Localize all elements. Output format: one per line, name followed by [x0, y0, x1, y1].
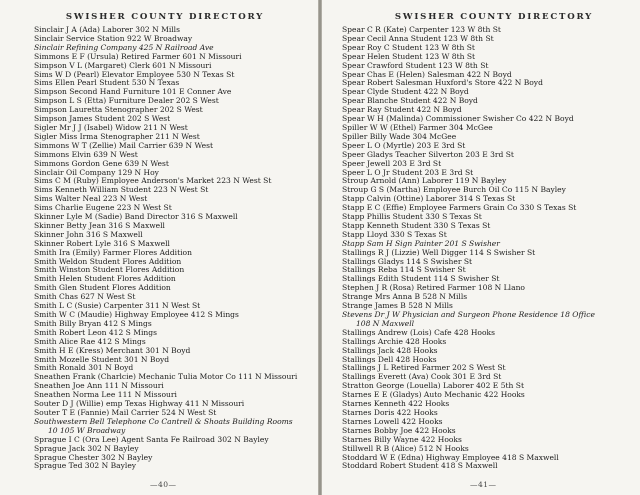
directory-entry — [34, 213, 314, 222]
directory-entry — [342, 249, 632, 258]
directory-entry — [342, 88, 632, 97]
directory-entry — [34, 275, 314, 284]
directory-entry — [34, 62, 314, 71]
directory-entry — [342, 454, 632, 463]
entry-text: Sims Kenneth William Student 223 N West St — [34, 186, 209, 195]
entry-text: Souter T E (Fannie) Mail Carrier 524 N West St — [34, 408, 217, 417]
entry-text: Spear Helen Student 123 W 8th St — [342, 52, 476, 61]
entry-text: Southwestern Bell Telephone Co Cantrell & Shoats Building Rooms — [34, 417, 293, 426]
directory-entry — [342, 177, 632, 186]
entry-text: Spear Roy C Student 123 W 8th St — [342, 43, 475, 52]
entry-text: Sprague Chester 302 N Bayley — [34, 453, 153, 462]
directory-entry — [34, 79, 314, 88]
directory-entry — [342, 44, 632, 53]
directory-entry — [342, 62, 632, 71]
directory-entry — [34, 124, 314, 133]
entry-text: Smith Robert Leon 412 S Mings — [34, 328, 157, 337]
directory-entry — [342, 382, 632, 391]
page-number: —40— — [150, 480, 177, 489]
entry-text: Starnes E E (Gladys) Auto Mechanic 422 Hooks — [342, 391, 525, 400]
entry-text: Stillwell R B (Alice) 512 N Hooks — [342, 444, 469, 453]
entry-text: Spear Chas E (Helen) Salesman 422 N Boyd — [342, 70, 512, 79]
entry-text: Stoddard W E (Edna) Highway Employee 418 S Maxwell — [342, 453, 559, 462]
entry-text: Stephen J R (Rosa) Retired Farmer 108 N Llano — [342, 284, 525, 293]
entry-text: Sinclair Oil Company 129 N Hoy — [34, 168, 159, 177]
entry-text: Sinclair Refining Company 425 N Railroad Ave — [34, 43, 214, 52]
entry-text: Speer Jewell 203 E 3rd St — [342, 159, 442, 168]
entry-text: Smith Helen Student Flores Addition — [34, 275, 176, 284]
entry-text: Spiller W W (Ethel) Farmer 304 McGee — [342, 123, 493, 132]
directory-entry — [34, 409, 314, 418]
entry-text: Smith Glen Student Flores Addition — [34, 284, 171, 293]
entry-text: Simpson L S (Etta) Furniture Dealer 202 S West — [34, 97, 219, 106]
directory-entry — [34, 293, 314, 302]
entry-text: 108 N Maxwell — [356, 319, 415, 328]
directory-entry — [342, 106, 632, 115]
entry-text: Smith Winston Student Flores Addition — [34, 266, 185, 275]
directory-entry — [342, 231, 632, 240]
directory-entry — [342, 240, 632, 249]
entry-text: Starnes Kenneth 422 Hooks — [342, 400, 450, 409]
directory-entry — [342, 204, 632, 213]
entry-text: Speer L O Jr Student 203 E 3rd St — [342, 168, 474, 177]
entry-text: Sprague Ted 302 N Bayley — [34, 462, 137, 471]
entry-text: 10 105 W Broadway — [48, 426, 126, 435]
entry-text: Stallings Edith Student 114 S Swisher St — [342, 275, 500, 284]
directory-entry — [34, 462, 314, 471]
directory-entry — [34, 436, 314, 445]
entry-text: Sims Walter Neal 223 N West — [34, 195, 148, 204]
directory-entry — [342, 445, 632, 454]
directory-entry — [342, 258, 632, 267]
entry-text: Smith L C (Susie) Carpenter 311 N West St — [34, 302, 201, 311]
directory-entry — [34, 142, 314, 151]
directory-entry — [342, 71, 632, 80]
directory-entry — [34, 88, 314, 97]
entry-text: Simmons W T (Zellie) Mail Carrier 639 N West — [34, 141, 214, 150]
directory-entry — [34, 454, 314, 463]
entry-list — [342, 26, 632, 471]
directory-entry — [34, 169, 314, 178]
directory-entry — [342, 160, 632, 169]
entry-text: Sims C M (Ruby) Employee Anderson's Market 223 N West St — [34, 177, 272, 186]
directory-entry — [342, 169, 632, 178]
entry-text: Strange Mrs Anna B 528 N Mills — [342, 293, 468, 302]
directory-entry — [342, 151, 632, 160]
directory-entry — [342, 133, 632, 142]
entry-text: Spiller Billy Wade 304 McGee — [342, 132, 457, 141]
entry-text: Sneathen Norma Lee 111 N Missouri — [34, 391, 177, 400]
directory-entry — [34, 231, 314, 240]
entry-text: Simmons Gordon Gene 639 N West — [34, 159, 169, 168]
entry-text: Stevens Dr J W Physician and Surgeon Phone Residence 18 Office — [342, 311, 595, 319]
entry-text: Spear C R (Kate) Carpenter 123 W 8th St — [342, 26, 501, 34]
entry-text: Stroup G S (Martha) Employee Burch Oil Co 115 N Bayley — [342, 186, 566, 195]
entry-text: Spear Crawford Student 123 W 8th St — [342, 61, 489, 70]
entry-text: Sigler Miss Irma Stenographer 211 N West — [34, 132, 200, 141]
entry-text: Simmons Elvin 639 N West — [34, 150, 138, 159]
directory-entry — [34, 97, 314, 106]
entry-text: Smith Ira (Emily) Farmer Flores Addition — [34, 248, 192, 257]
directory-entry — [34, 382, 314, 391]
directory-entry — [34, 338, 314, 347]
entry-text: Spear Clyde Student 422 N Boyd — [342, 88, 469, 97]
directory-entry — [34, 347, 314, 356]
directory-entry — [342, 142, 632, 151]
entry-text: Simpson Second Hand Furniture 101 E Conner Ave — [34, 88, 232, 97]
directory-entry — [342, 347, 632, 356]
entry-text: Simpson V L (Margaret) Clerk 601 N Missouri — [34, 61, 212, 70]
entry-text: Sims Charlie Eugene 223 N West St — [34, 204, 172, 213]
entry-text: Sneathen Joe Ann 111 N Missouri — [34, 382, 164, 391]
entry-text: Stroup Arnold (Ann) Laborer 119 N Bayley — [342, 177, 507, 186]
directory-entry — [342, 427, 632, 436]
directory-entry — [34, 427, 314, 436]
directory-entry — [342, 115, 632, 124]
directory-entry — [342, 275, 632, 284]
entry-text: Smith Weldon Student Flores Addition — [34, 257, 182, 266]
entry-text: Simpson Lauretta Stenographer 202 S West — [34, 106, 203, 115]
entry-text: Smith Chas 627 N West St — [34, 293, 136, 302]
directory-entry — [342, 97, 632, 106]
entry-text: Simmons E F (Ursula) Retired Farmer 601 N Missouri — [34, 52, 242, 61]
entry-text: Skinner Lyle M (Sadie) Band Director 316 S Maxwell — [34, 213, 238, 222]
entry-text: Stratton George (Louella) Laborer 402 E 5th St — [342, 382, 524, 391]
entry-text: Souter D J (Willie) emp Texas Highway 411 N Missouri — [34, 400, 245, 409]
entry-list — [34, 26, 314, 471]
directory-entry — [342, 373, 632, 382]
entry-text: Sinclair J A (Ada) Laborer 302 N Mills — [34, 26, 180, 34]
entry-text: Sneathen Frank (Charlcie) Mechanic Tulia Motor Co 111 N Missouri — [34, 373, 298, 382]
directory-entry — [34, 53, 314, 62]
entry-text: Skinner John 316 S Maxwell — [34, 230, 143, 239]
directory-entry — [342, 311, 632, 320]
entry-text: Spear Blanche Student 422 N Boyd — [342, 97, 478, 106]
entry-text: Stapp E C (Effie) Employee Farmers Grain Co 330 S Texas St — [342, 204, 577, 213]
directory-entry — [34, 311, 314, 320]
directory-entry — [342, 409, 632, 418]
entry-text: Starnes Doris 422 Hooks — [342, 408, 438, 417]
entry-text: Stallings Everett (Ava) Cook 301 E 3rd St — [342, 373, 502, 382]
directory-entry — [34, 418, 314, 427]
entry-text: Smith Billy Bryan 412 S Mings — [34, 319, 152, 328]
directory-entry — [342, 302, 632, 311]
directory-entry — [342, 293, 632, 302]
directory-entry — [342, 213, 632, 222]
directory-entry — [34, 284, 314, 293]
directory-entry — [34, 160, 314, 169]
directory-entry — [34, 445, 314, 454]
entry-text: Stapp Kenneth Student 330 S Texas St — [342, 221, 491, 230]
directory-entry — [342, 436, 632, 445]
directory-entry — [34, 35, 314, 44]
directory-entry — [342, 35, 632, 44]
directory-entry — [34, 186, 314, 195]
entry-text: Spear W H (Malinda) Commissioner Swisher Co 422 N Boyd — [342, 115, 574, 124]
entry-text: Simpson James Student 202 S West — [34, 115, 171, 124]
entry-text: Sprague Jack 302 N Bayley — [34, 444, 139, 453]
entry-text: Spear Ray Student 422 N Boyd — [342, 106, 462, 115]
page-header: SWISHER COUNTY DIRECTORY — [65, 12, 265, 22]
entry-text: Stapp Sam H Sign Painter 201 S Swisher — [342, 239, 500, 248]
directory-entry — [342, 124, 632, 133]
directory-entry — [342, 364, 632, 373]
entry-text: Stallings Reba 114 S Swisher St — [342, 266, 466, 275]
directory-entry — [34, 195, 314, 204]
directory-entry — [342, 284, 632, 293]
directory-entry — [34, 320, 314, 329]
directory-entry — [34, 151, 314, 160]
directory-entry — [342, 186, 632, 195]
entry-text: Speer L O (Myrtle) 203 E 3rd St — [342, 141, 466, 150]
directory-entry — [34, 364, 314, 373]
directory-entry — [342, 338, 632, 347]
entry-text: Skinner Robert Lyle 316 S Maxwell — [34, 239, 170, 248]
directory-entry — [342, 320, 632, 329]
entry-text: Sims W D (Pearl) Elevator Employee 530 N Texas St — [34, 70, 235, 79]
directory-entry — [34, 249, 314, 258]
directory-entry — [342, 222, 632, 231]
directory-entry — [34, 266, 314, 275]
directory-entry — [342, 329, 632, 338]
entry-text: Smith Alice Rae 412 S Mings — [34, 337, 146, 346]
entry-text: Stapp Lloyd 330 S Texas St — [342, 230, 447, 239]
entry-text: Sinclair Service Station 922 W Broadway — [34, 34, 193, 43]
directory-entry — [34, 222, 314, 231]
entry-text: Starnes Billy Wayne 422 Hooks — [342, 435, 462, 444]
entry-text: Stallings R J (Lizzie) Well Digger 114 S Swisher St — [342, 248, 536, 257]
entry-text: Speer Gladys Teacher Silverton 203 E 3rd St — [342, 150, 514, 159]
directory-entry — [342, 53, 632, 62]
directory-entry — [34, 115, 314, 124]
directory-entry — [34, 356, 314, 365]
right-page — [320, 0, 640, 495]
entry-text: Sims Ellen Pearl Student 530 N Texas — [34, 79, 180, 88]
entry-text: Smith H E (Kress) Merchant 301 N Boyd — [34, 346, 191, 355]
entry-text: Sprague I C (Ora Lee) Agent Santa Fe Railroad 302 N Bayley — [34, 435, 269, 444]
entry-text: Stallings Andrew (Lois) Cafe 428 Hooks — [342, 328, 495, 337]
directory-entry — [34, 391, 314, 400]
entry-text: Stapp Phillis Student 330 S Texas St — [342, 213, 482, 222]
directory-entry — [34, 204, 314, 213]
entry-text: Smith Mozelle Student 301 N Boyd — [34, 355, 170, 364]
entry-text: Stallings Jack 428 Hooks — [342, 346, 438, 355]
entry-text: Strange James B 528 N Mills — [342, 302, 453, 311]
directory-entry — [34, 44, 314, 53]
page-number: —41— — [470, 480, 497, 489]
directory-entry — [342, 391, 632, 400]
directory-entry — [342, 400, 632, 409]
directory-entry — [34, 373, 314, 382]
directory-entry — [34, 177, 314, 186]
directory-entry — [342, 79, 632, 88]
entry-text: Stoddard Robert Student 418 S Maxwell — [342, 462, 498, 471]
directory-entry — [342, 356, 632, 365]
entry-text: Spear Robert Salesman Huxford's Store 422 N Boyd — [342, 79, 543, 88]
entry-text: Spear Cecil Anna Student 123 W 8th St — [342, 34, 494, 43]
directory-entry — [34, 258, 314, 267]
entry-text: Starnes Lowell 422 Hooks — [342, 417, 443, 426]
directory-entry — [342, 195, 632, 204]
directory-entry — [342, 418, 632, 427]
directory-entry — [34, 302, 314, 311]
entry-text: Stallings Gladys 114 S Swisher St — [342, 257, 473, 266]
directory-entry — [34, 26, 314, 35]
directory-entry — [342, 266, 632, 275]
directory-entry — [34, 71, 314, 80]
entry-text: Stallings J L Retired Farmer 202 S West St — [342, 364, 506, 373]
directory-entry — [34, 240, 314, 249]
entry-text: Stallings Dell 428 Hooks — [342, 355, 437, 364]
directory-entry — [34, 106, 314, 115]
directory-entry — [342, 462, 632, 471]
directory-entry — [34, 133, 314, 142]
page-header: SWISHER COUNTY DIRECTORY — [394, 12, 594, 22]
entry-text: Sigler Mr J J (Isabel) Widow 211 N West — [34, 123, 188, 132]
entry-text: Starnes Bobby Joe 422 Hooks — [342, 426, 456, 435]
entry-text: Skinner Betty Jean 316 S Maxwell — [34, 221, 165, 230]
entry-text: Smith W C (Maudie) Highway Employee 412 S Mings — [34, 311, 239, 319]
entry-text: Stapp Calvin (Ottine) Laborer 314 S Texas St — [342, 195, 516, 204]
book-gutter — [318, 0, 322, 495]
entry-text: Stallings Archie 428 Hooks — [342, 337, 447, 346]
entry-text: Smith Ronald 301 N Boyd — [34, 364, 134, 373]
directory-entry — [34, 400, 314, 409]
directory-entry — [34, 329, 314, 338]
directory-entry — [342, 26, 632, 35]
